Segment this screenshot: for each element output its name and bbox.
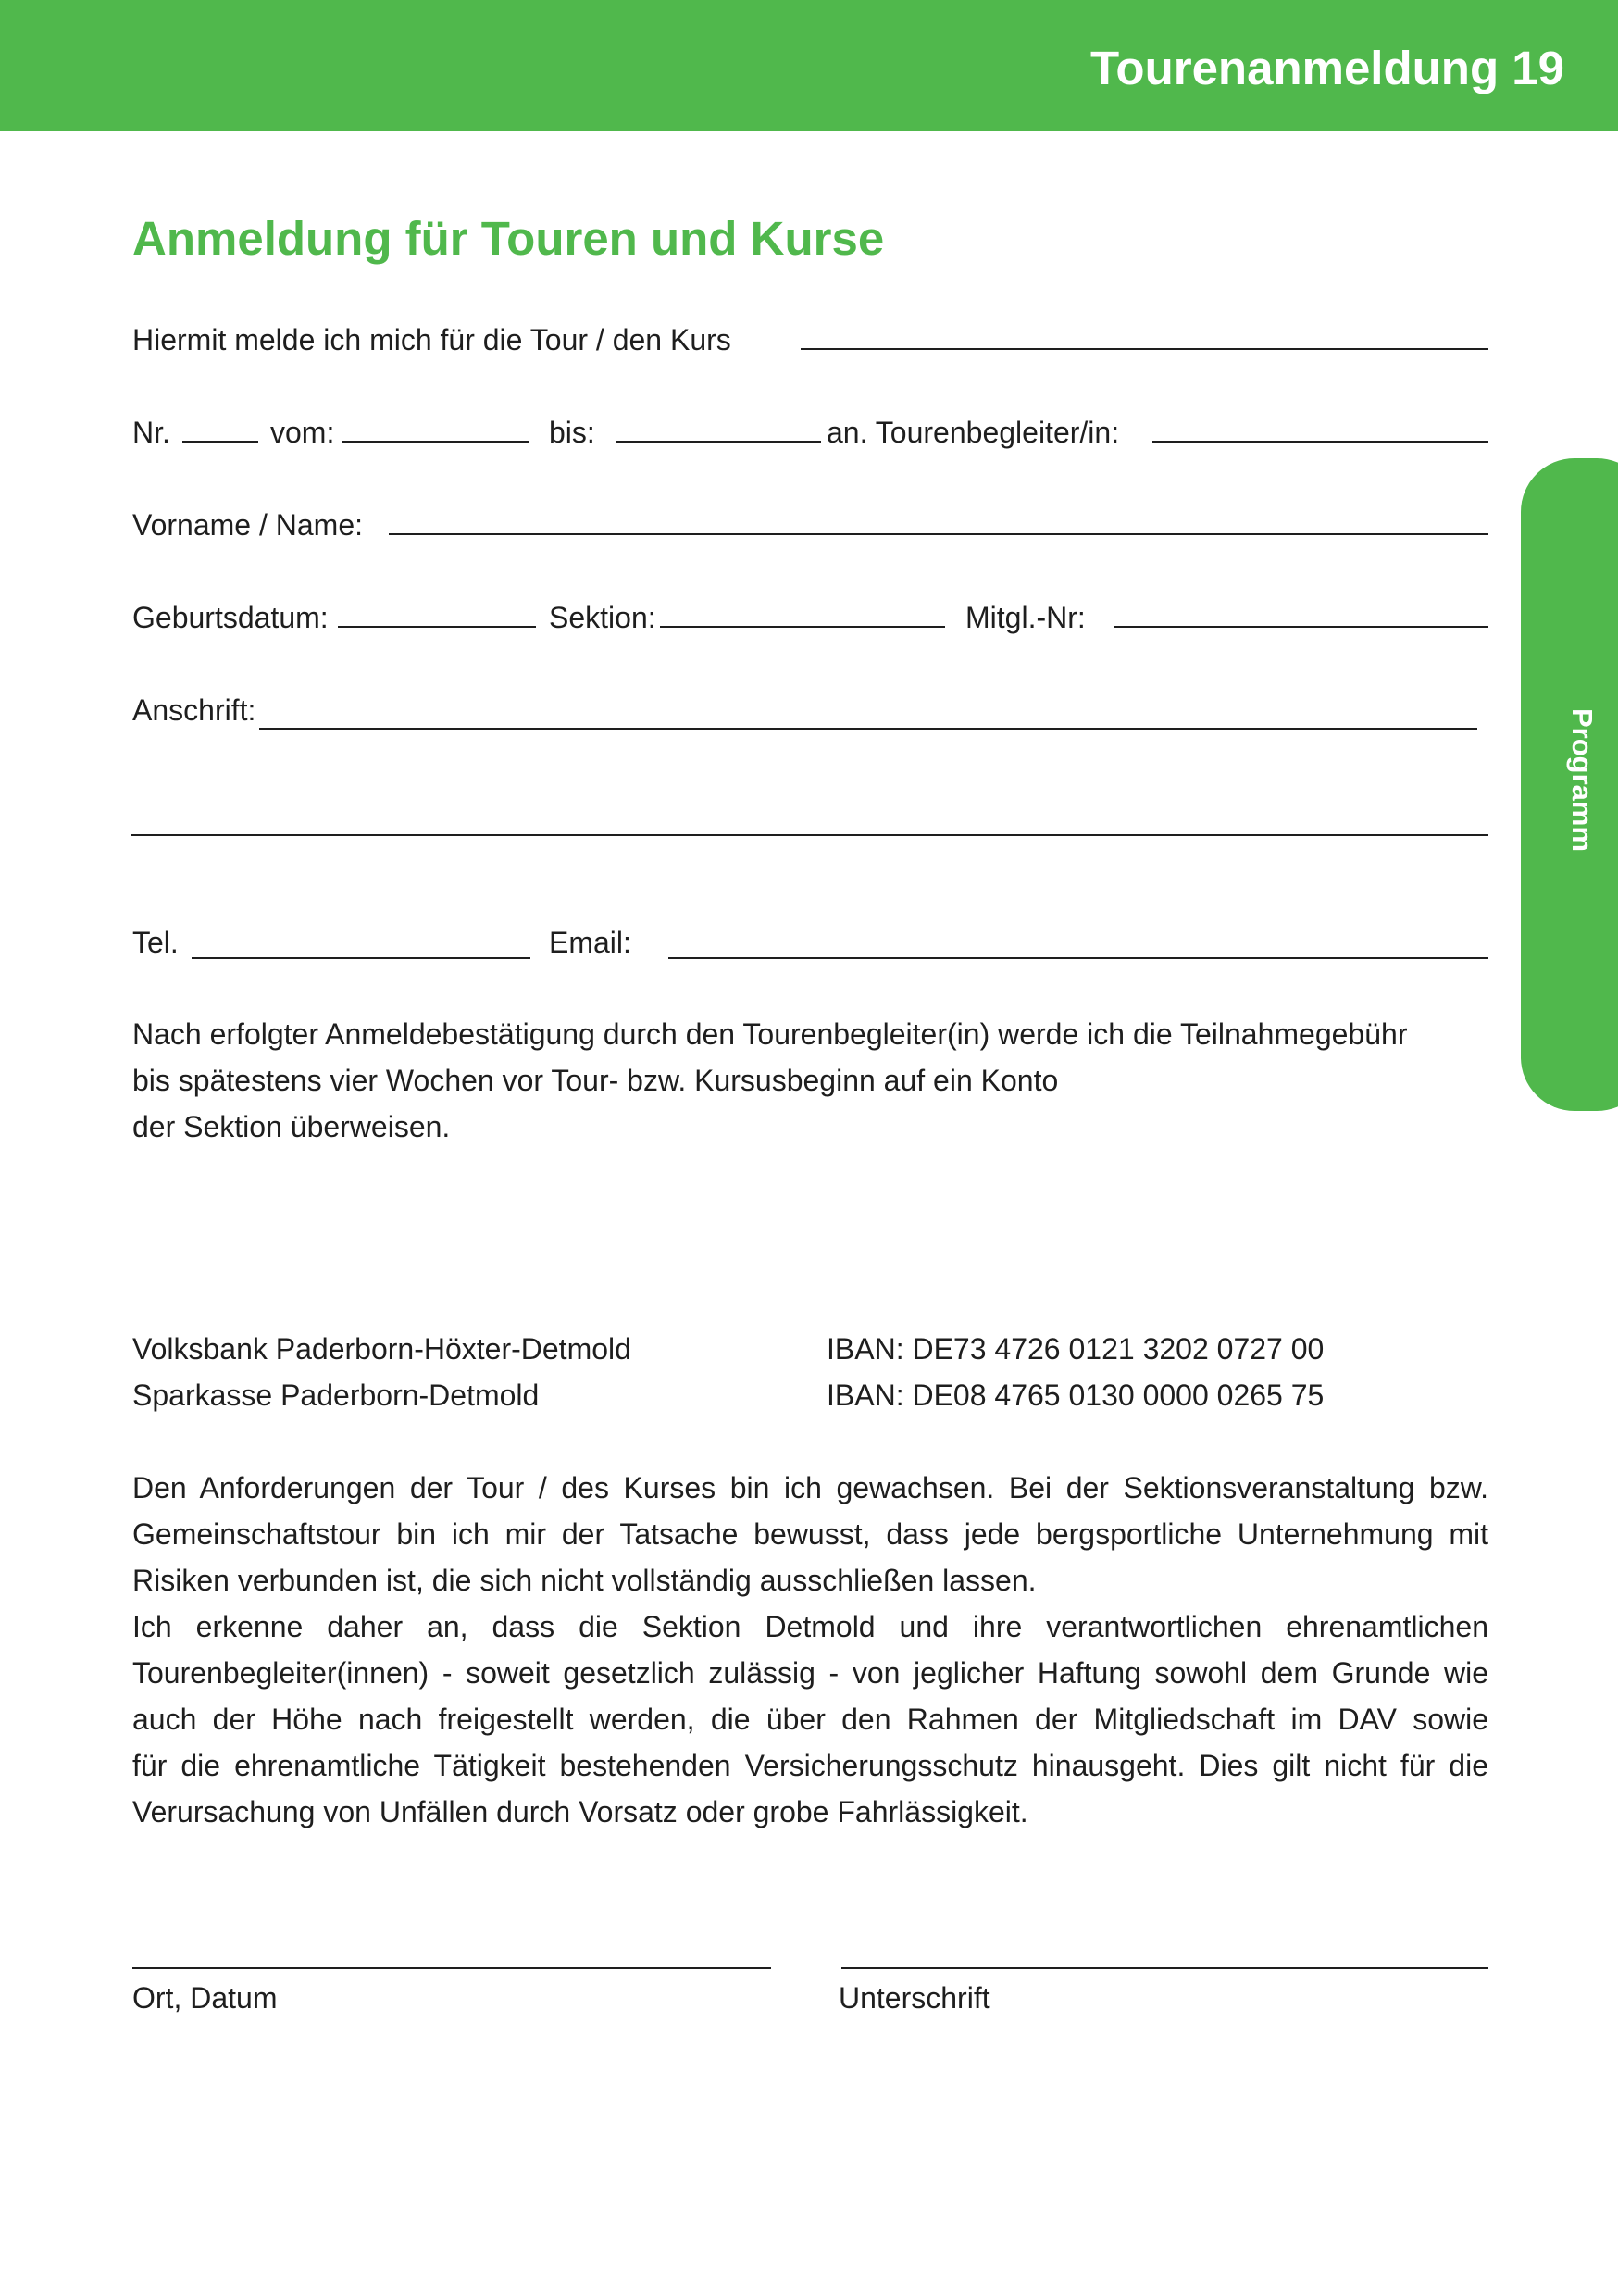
disclaimer-line: Den Anforderungen der Tour / des Kurses bin ich gewachsen. Bei der Sektionsveranstaltung bzw. [132,1471,1488,1504]
tel-field[interactable] [192,957,530,959]
anschrift-label: Anschrift: [132,693,256,727]
disclaimer-line: für die ehrenamtliche Tätigkeit bestehenden Versicherungsschutz hinausgeht. Dies gilt nicht für die [132,1749,1488,1782]
anschrift-field-line-2[interactable] [131,834,1488,836]
disclaimer-line: Tourenbegleiter(innen) - soweit gesetzlich zulässig - von jeglicher Haftung sowohl dem Grunde wie [132,1656,1488,1690]
bank-iban: IBAN: DE73 4726 0121 3202 0727 00 [827,1332,1325,1366]
tel-label: Tel. [132,926,179,959]
unterschrift-label: Unterschrift [839,1981,990,2015]
ort-datum-field[interactable] [132,1967,771,1969]
page-header-title: Tourenanmeldung 19 [1090,42,1564,94]
mitgliedsnummer-field[interactable] [1114,626,1488,628]
mitgliedsnummer-label: Mitgl.-Nr: [965,601,1086,634]
payment-note [132,1011,1488,1150]
payment-note-line: Nach erfolgter Anmeldebestätigung durch den Tourenbegleiter(in) werde ich die Teilnahmegebühr [132,1017,1408,1051]
email-label: Email: [549,926,631,959]
sektion-field[interactable] [660,626,945,628]
anschrift-field[interactable] [259,728,1477,730]
disclaimer-line: auch der Höhe nach freigestellt werden, die über den Rahmen der Mitgliedschaft im DAV sowie [132,1703,1488,1736]
payment-note-line: der Sektion überweisen. [132,1110,451,1143]
liability-disclaimer [132,1465,1488,1835]
disclaimer-line: Verursachung von Unfällen durch Vorsatz oder grobe Fahrlässigkeit. [132,1795,1028,1828]
bank-iban: IBAN: DE08 4765 0130 0000 0265 75 [827,1379,1325,1412]
vom-field[interactable] [342,441,529,443]
nr-field[interactable] [182,441,258,443]
form-title: Anmeldung für Touren und Kurse [132,212,885,265]
payment-note-line: bis spätestens vier Wochen vor Tour- bzw. Kursusbeginn auf ein Konto [132,1064,1059,1097]
tour-kurs-field[interactable] [801,348,1488,350]
side-tab-label: Programm [1566,708,1599,853]
bis-field[interactable] [616,441,821,443]
bis-label: bis: [549,416,595,449]
disclaimer-line: Gemeinschaftstour bin ich mir der Tatsache bewusst, dass jede bergsportliche Unternehmung mit [132,1517,1488,1551]
tourenbegleiter-label: an. Tourenbegleiter/in: [827,416,1120,449]
tourenbegleiter-field[interactable] [1152,441,1488,443]
disclaimer-line: Risiken verbunden ist, die sich nicht vollständig ausschließen lassen. [132,1564,1037,1597]
geburtsdatum-field[interactable] [338,626,536,628]
disclaimer-line: Ich erkenne daher an, dass die Sektion Detmold und ihre verantwortlichen ehrenamtlichen [132,1610,1488,1643]
tour-kurs-label: Hiermit melde ich mich für die Tour / den Kurs [132,323,731,356]
name-label: Vorname / Name: [132,508,363,542]
nr-label: Nr. [132,416,170,449]
ort-datum-label: Ort, Datum [132,1981,278,2015]
email-field[interactable] [668,957,1488,959]
vom-label: vom: [270,416,335,449]
name-field[interactable] [389,533,1488,535]
bank-name: Sparkasse Paderborn-Detmold [132,1379,540,1412]
sektion-label: Sektion: [549,601,656,634]
unterschrift-field[interactable] [841,1967,1488,1969]
bank-name: Volksbank Paderborn-Höxter-Detmold [132,1332,631,1366]
geburtsdatum-label: Geburtsdatum: [132,601,329,634]
